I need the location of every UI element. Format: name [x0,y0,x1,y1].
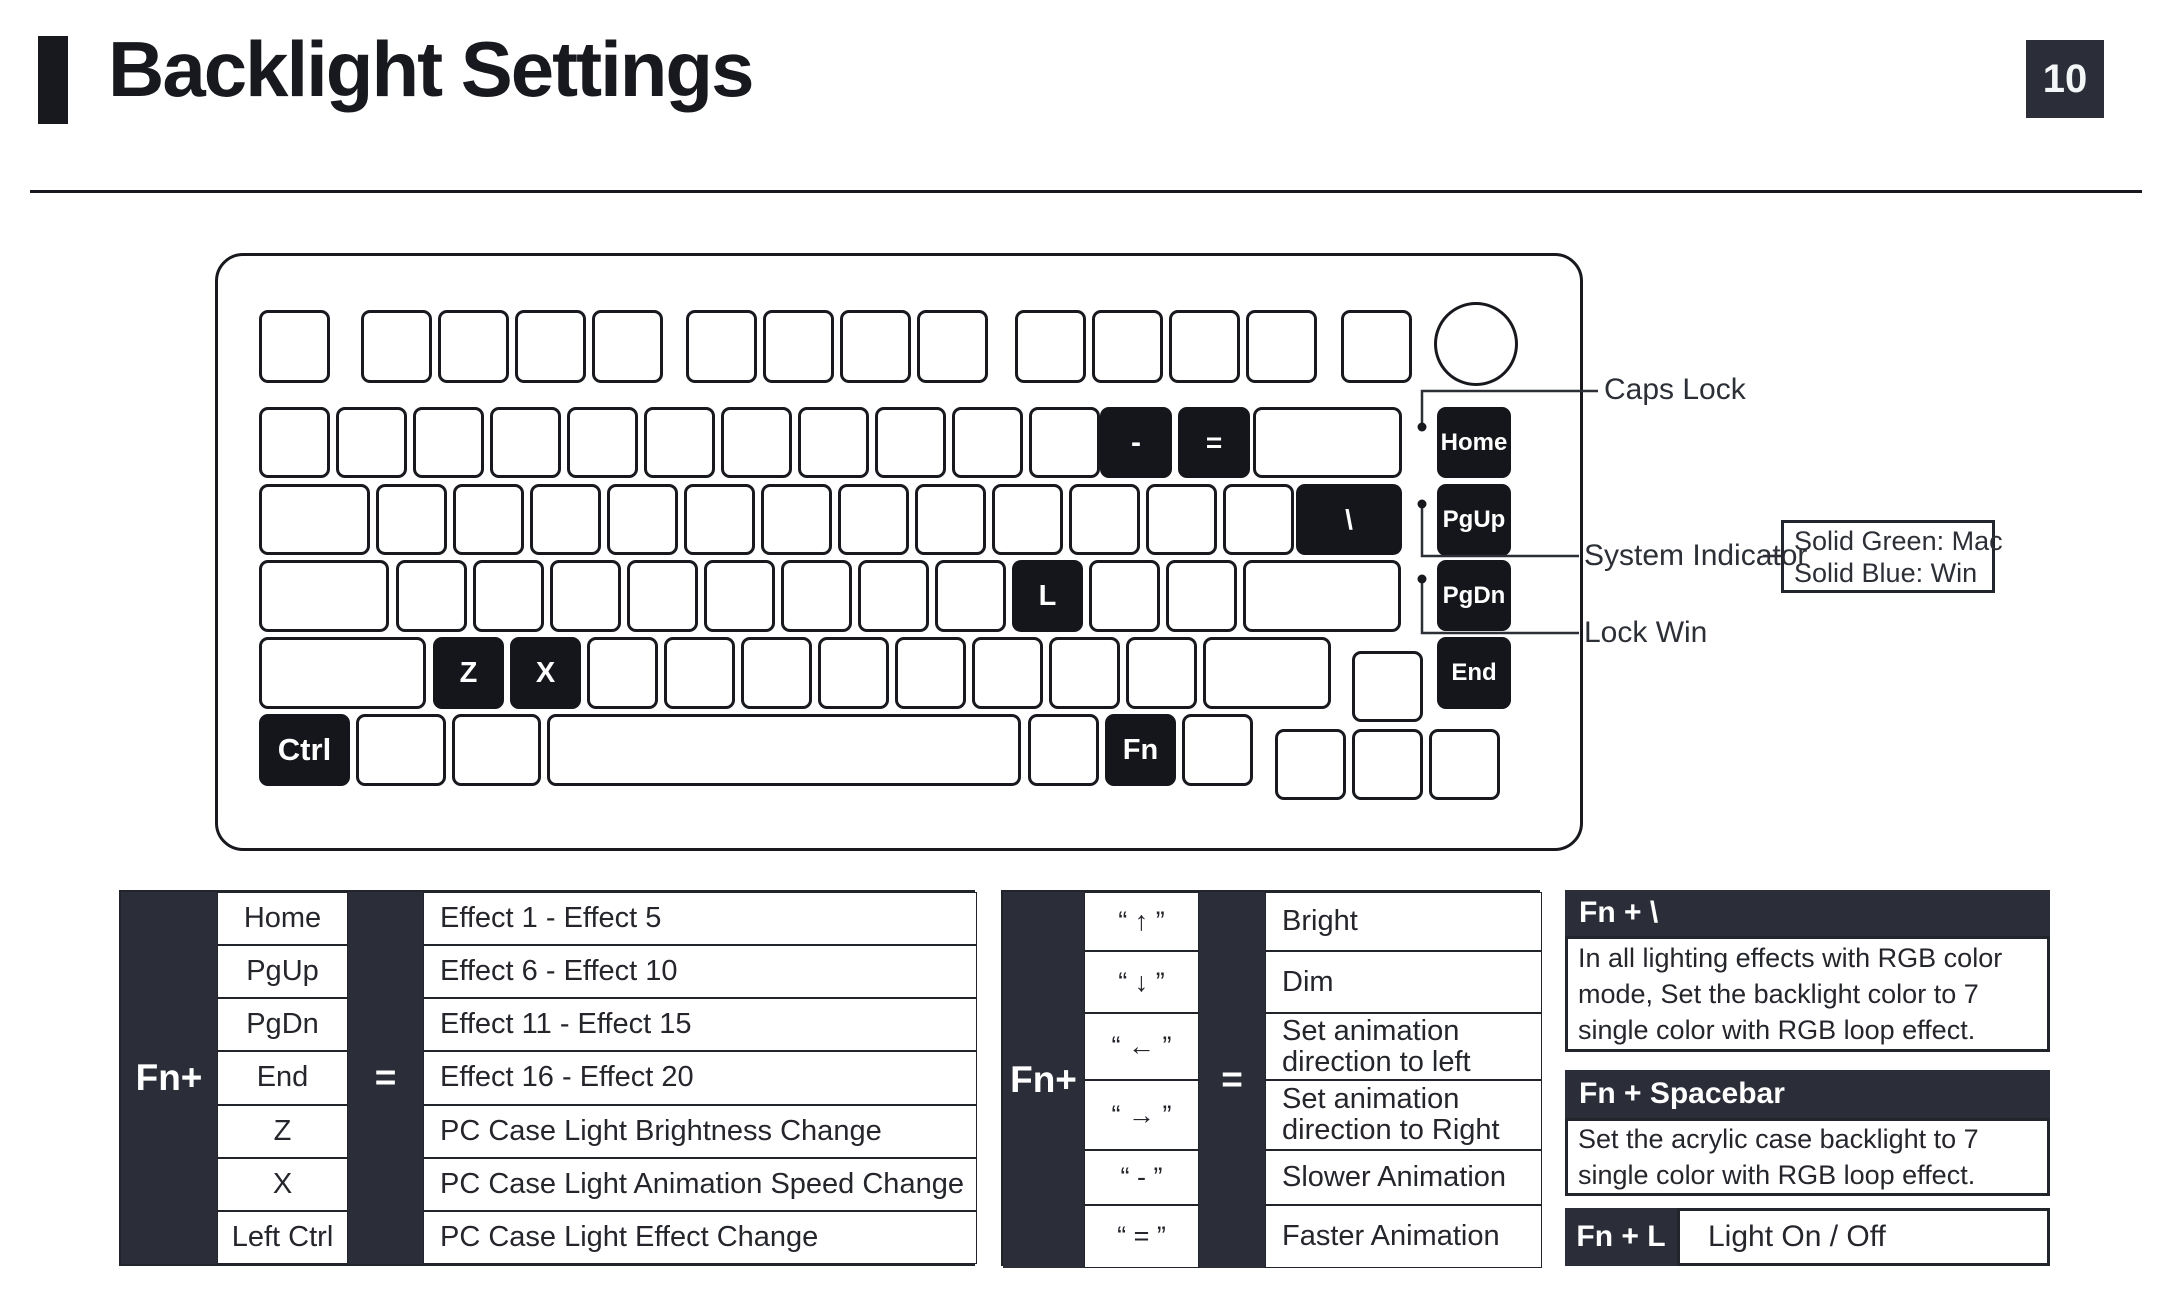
fn-effects-table [119,890,975,1266]
key [438,310,509,383]
key [259,407,330,478]
key-minus: - [1100,407,1172,478]
key [515,310,586,383]
key [627,560,698,632]
fn-spacebar-header: Fn + Spacebar [1565,1070,2050,1118]
key [761,484,832,555]
action-cell: Dim [1265,951,1542,1013]
key-cell: Z [217,1105,348,1158]
key [376,484,447,555]
key-end: End [1437,637,1511,709]
key [1275,729,1346,800]
key [1166,560,1237,632]
fn-modifier-cell: Fn+ [121,892,217,1264]
key [840,310,911,383]
key [684,484,755,555]
key [644,407,715,478]
key [413,407,484,478]
key-pgdn: PgDn [1437,560,1511,631]
fn-backslash-header: Fn + \ [1565,890,2050,936]
key [361,310,432,383]
fn-l-combo-cell: Fn + L [1565,1208,1677,1266]
key-cell: “ - ” [1084,1150,1199,1205]
key [1069,484,1140,555]
key [1223,484,1294,555]
key-cell: X [217,1158,348,1211]
key [259,637,426,709]
key [1203,637,1331,709]
action-cell: PC Case Light Brightness Change [423,1105,977,1158]
fn-backslash-description: In all lighting effects with RGB color mode, Set the backlight color to 7 single color with RGB loop effect. [1565,936,2050,1052]
key-cell: “ → ” [1084,1080,1199,1150]
key [567,407,638,478]
key-cell: PgUp [217,945,348,998]
key [336,407,407,478]
key [1429,729,1500,800]
key [473,560,544,632]
key [858,560,929,632]
key-ctrl: Ctrl [259,714,350,786]
key [356,714,446,786]
volume-knob [1434,302,1518,386]
key [550,560,621,632]
action-cell: Effect 6 - Effect 10 [423,945,977,998]
key [490,407,561,478]
key [917,310,988,383]
indicator-legend-mac: Solid Green: Mac [1794,525,2003,556]
key-equals: = [1178,407,1250,478]
key [781,560,852,632]
key [547,714,1021,786]
key [704,560,775,632]
action-cell: PC Case Light Animation Speed Change [423,1158,977,1211]
caps-lock-label: Caps Lock [1604,373,1746,406]
system-indicator-legend-box [1781,520,2003,593]
key [592,310,663,383]
key [1126,637,1197,709]
key [721,407,792,478]
action-cell: Set animation direction to left [1265,1013,1542,1080]
key-backslash: \ [1296,484,1402,555]
key [452,714,541,786]
key-cell: Home [217,892,348,945]
action-cell: Slower Animation [1265,1150,1542,1205]
action-cell: Effect 11 - Effect 15 [423,998,977,1051]
key [1092,310,1163,383]
key [992,484,1063,555]
key [1029,407,1100,478]
page-number-badge: 10 [2026,40,2104,118]
key [396,560,467,632]
key [1352,729,1423,800]
indicator-legend-win: Solid Blue: Win [1794,557,1978,588]
key [259,310,330,383]
key [664,637,735,709]
key [798,407,869,478]
key [259,560,389,632]
key [1253,407,1402,478]
key [1341,310,1412,383]
key-pgup: PgUp [1437,484,1511,556]
key [530,484,601,555]
key-z: Z [433,637,504,709]
fn-l-action-cell: Light On / Off [1677,1208,2050,1266]
page-title: Backlight Settings [108,25,753,113]
key [453,484,524,555]
key [741,637,812,709]
key [1049,637,1120,709]
key-cell: “ ← ” [1084,1013,1199,1080]
fn-arrows-table [1001,890,1540,1266]
key [259,484,370,555]
key [935,560,1006,632]
key [1028,714,1099,786]
action-cell: Effect 16 - Effect 20 [423,1051,977,1104]
key-cell: “ ↑ ” [1084,892,1199,951]
equals-separator-cell: = [348,892,423,1264]
key [952,407,1023,478]
key-x: X [510,637,581,709]
key-cell: Left Ctrl [217,1211,348,1264]
key [1246,310,1317,383]
key-cell: PgDn [217,998,348,1051]
key [915,484,986,555]
key [1015,310,1086,383]
key-cell: “ ↓ ” [1084,951,1199,1013]
action-cell: PC Case Light Effect Change [423,1211,977,1264]
key [1243,560,1401,632]
key [1182,714,1253,786]
fn-modifier-cell: Fn+ [1003,892,1084,1268]
key [587,637,658,709]
fn-spacebar-description: Set the acrylic case backlight to 7 single color with RGB loop effect. [1565,1118,2050,1196]
key [1169,310,1240,383]
key-l: L [1012,560,1083,632]
key [838,484,909,555]
action-cell: Bright [1265,892,1542,951]
key-cell: “ = ” [1084,1205,1199,1268]
key-fn: Fn [1105,714,1176,786]
action-cell: Faster Animation [1265,1205,1542,1268]
key-home: Home [1437,407,1511,478]
key [763,310,834,383]
equals-separator-cell: = [1199,892,1265,1268]
key [1352,651,1423,722]
key [895,637,966,709]
lock-win-label: Lock Win [1584,616,1708,649]
key [1146,484,1217,555]
key [1089,560,1160,632]
key [818,637,889,709]
key [875,407,946,478]
action-cell: Effect 1 - Effect 5 [423,892,977,945]
key-cell: End [217,1051,348,1104]
system-indicator-label: System Indicator [1584,539,1808,572]
key [607,484,678,555]
key [686,310,757,383]
key [972,637,1043,709]
action-cell: Set animation direction to Right [1265,1080,1542,1150]
